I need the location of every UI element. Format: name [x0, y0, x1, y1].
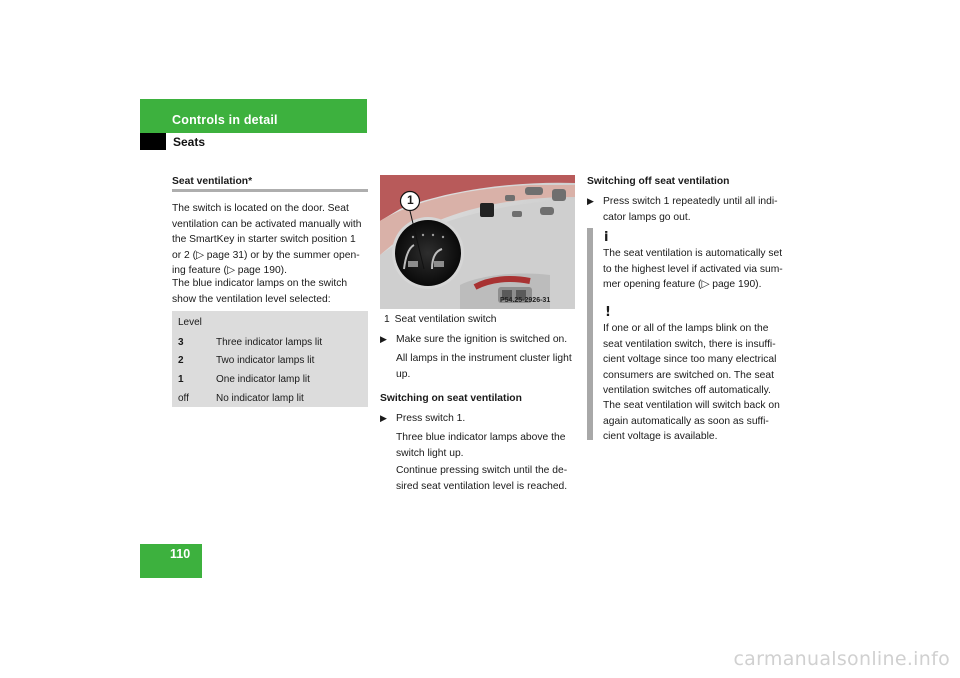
level-table — [172, 311, 368, 407]
indicator-paragraph: The blue indicator lamps on the switch show the ventilation level selected: — [172, 278, 348, 305]
step-press-switch — [380, 411, 580, 427]
table-row — [172, 352, 368, 371]
warning-icon: ! — [605, 305, 611, 320]
seat-switch-photo — [380, 175, 575, 309]
table-row — [172, 333, 368, 352]
note-bar — [587, 228, 593, 316]
image-code: P54.25-2926-31 — [500, 297, 551, 304]
heading-rule — [172, 189, 368, 192]
level-description: Three indicator lamps lit — [216, 336, 323, 348]
table-header-row — [172, 311, 368, 333]
page-number: 110 — [170, 547, 191, 561]
photo-caption — [384, 312, 497, 328]
step-ignition — [380, 332, 580, 348]
level-value: 2 — [178, 355, 184, 367]
triangle-right-icon: ▶ — [587, 196, 594, 206]
warning-paragraph-1: If one or all of the lamps blink on the seat ventilation switch, there is insuffi- cient voltage since too many electrical consumers are switched on. The seat ventilation switches off automatically. — [603, 323, 777, 397]
table-row — [172, 389, 368, 408]
level-description: Two indicator lamps lit — [216, 355, 315, 367]
watermark: carmanualsonline.info — [733, 648, 950, 670]
subsection-title: Seats — [173, 135, 206, 149]
step-text: Press switch 1 repeatedly until all indi- cator lamps go out. — [603, 196, 778, 223]
caption-number: 1 — [384, 314, 390, 325]
info-note: The seat ventilation is automatically set to the highest level if activated via sum- mer opening feature (▷ page 190). — [603, 248, 783, 291]
table-row — [172, 370, 368, 389]
level-value: 3 — [178, 336, 184, 348]
warning-paragraph-2: The seat ventilation will switch back on again automatically as soon as suffi- cient voltage is available. — [603, 400, 780, 443]
step-text: Press switch 1. — [396, 413, 466, 424]
triangle-right-icon: ▶ — [380, 334, 387, 344]
callout-number: 1 — [407, 193, 414, 207]
heading-switching-off: Switching off seat ventilation — [587, 176, 730, 187]
level-value: off — [178, 392, 189, 404]
warning-bar — [587, 305, 593, 440]
step-press-result: Three blue indicator lamps above the switch light up. — [396, 432, 566, 459]
step-press-continue: Continue pressing switch until the de- sired seat ventilation level is reached. — [396, 465, 568, 492]
section-title: Controls in detail — [172, 113, 278, 127]
subsection-marker — [140, 133, 166, 150]
intro-paragraph: The switch is located on the door. Seat ventilation can be activated manually with the SmartKey in starter switch position 1 or 2 (▷ page 31) or by the summer open- ing feature (▷ page 190). — [172, 203, 362, 277]
step-text: Make sure the ignition is switched on. — [396, 334, 568, 345]
step-ignition-result: All lamps in the instrument cluster light up. — [396, 353, 572, 380]
level-description: One indicator lamp lit — [216, 373, 310, 385]
triangle-right-icon: ▶ — [380, 413, 387, 423]
heading-switching-on: Switching on seat ventilation — [380, 393, 522, 404]
heading-seat-ventilation: Seat ventilation* — [172, 176, 253, 187]
step-switch-off — [587, 194, 787, 223]
info-icon: i — [604, 230, 609, 245]
table-header-level: Level — [178, 316, 202, 328]
level-value: 1 — [178, 373, 184, 385]
caption-text: Seat ventilation switch — [394, 314, 497, 325]
level-description: No indicator lamp lit — [216, 392, 304, 404]
